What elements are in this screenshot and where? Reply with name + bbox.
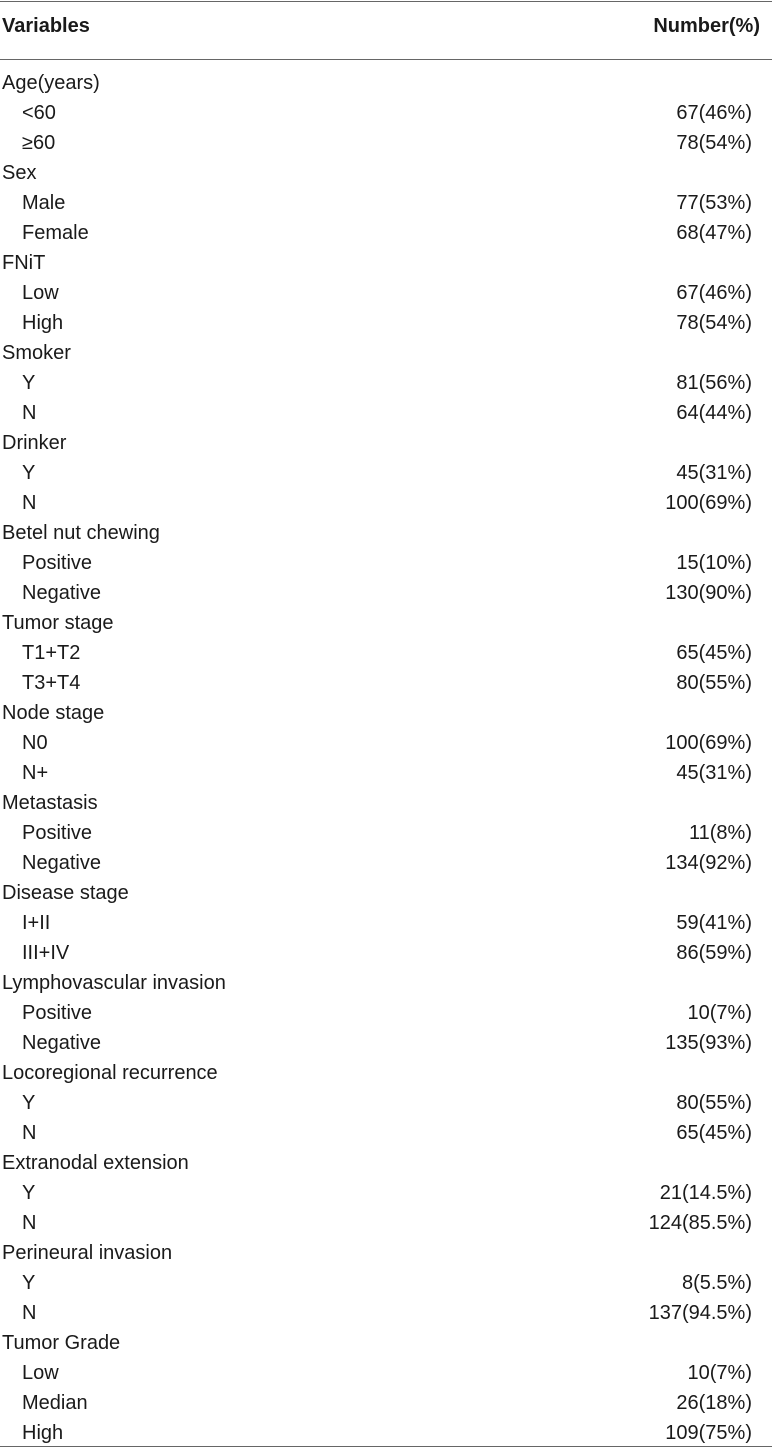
- table-row: [0, 488, 772, 518]
- group-title: Lymphovascular invasion: [2, 972, 226, 994]
- table-group-heading: [0, 1238, 772, 1268]
- row-value: 86(59%): [676, 942, 752, 964]
- table-group-heading: [0, 1058, 772, 1088]
- row-value: 100(69%): [665, 492, 752, 514]
- row-value: 45(31%): [676, 762, 752, 784]
- table-row: [0, 638, 772, 668]
- row-value: 81(56%): [676, 372, 752, 394]
- row-label: Positive: [22, 1002, 93, 1024]
- row-value: 10(7%): [687, 1002, 752, 1024]
- group-title: Extranodal extension: [2, 1152, 189, 1174]
- header-number: Number(%): [653, 15, 760, 37]
- group-title: Node stage: [2, 702, 105, 724]
- table-group-heading: [0, 158, 772, 188]
- group-title: Disease stage: [2, 882, 129, 904]
- table-group-heading: [0, 518, 772, 548]
- row-label: High: [22, 312, 64, 334]
- table-row: [0, 1418, 772, 1448]
- table-group-heading: [0, 1328, 772, 1358]
- row-label: Male: [22, 192, 66, 214]
- row-value: 130(90%): [665, 582, 752, 604]
- table-row: [0, 458, 772, 488]
- table-row: [0, 188, 772, 218]
- table-row: [0, 548, 772, 578]
- table-group-heading: [0, 428, 772, 458]
- table-row: [0, 758, 772, 788]
- row-label: Positive: [22, 552, 93, 574]
- table-row: [0, 1388, 772, 1418]
- row-label: N: [22, 492, 37, 514]
- table-group-heading: [0, 68, 772, 98]
- table-row: [0, 908, 772, 938]
- row-label: High: [22, 1422, 64, 1444]
- table-row: [0, 1268, 772, 1298]
- row-value: 10(7%): [687, 1362, 752, 1384]
- row-label: ≥60: [22, 132, 56, 154]
- table-body: [0, 68, 772, 1448]
- row-value: 26(18%): [676, 1392, 752, 1414]
- table-header-rule: [0, 59, 772, 60]
- row-label: T3+T4: [22, 672, 81, 694]
- row-label: Y: [22, 1182, 36, 1204]
- row-value: 80(55%): [676, 672, 752, 694]
- row-label: Low: [22, 1362, 59, 1384]
- table-group-heading: [0, 878, 772, 908]
- row-label: N+: [22, 762, 49, 784]
- table-row: [0, 278, 772, 308]
- row-value: 124(85.5%): [648, 1212, 752, 1234]
- row-label: Y: [22, 1272, 36, 1294]
- row-label: I+II: [22, 912, 51, 934]
- group-title: FNiT: [2, 252, 46, 274]
- table-bottom-rule: [0, 1446, 772, 1447]
- row-value: 65(45%): [676, 642, 752, 664]
- row-value: 77(53%): [676, 192, 752, 214]
- group-title: Smoker: [2, 342, 71, 364]
- row-label: Y: [22, 372, 36, 394]
- row-label: N0: [22, 732, 48, 754]
- table-row: [0, 1118, 772, 1148]
- table-row: [0, 398, 772, 428]
- row-label: Negative: [22, 852, 101, 874]
- header-variables: Variables: [2, 15, 90, 37]
- table-row: [0, 368, 772, 398]
- table-row: [0, 728, 772, 758]
- row-value: 100(69%): [665, 732, 752, 754]
- table-row: [0, 1298, 772, 1328]
- row-value: 45(31%): [676, 462, 752, 484]
- row-label: Low: [22, 282, 59, 304]
- row-label: Female: [22, 222, 89, 244]
- table-row: [0, 1028, 772, 1058]
- table-group-heading: [0, 608, 772, 638]
- group-title: Age(years): [2, 72, 100, 94]
- table-row: [0, 938, 772, 968]
- table-group-heading: [0, 1148, 772, 1178]
- row-value: 109(75%): [665, 1422, 752, 1444]
- group-title: Metastasis: [2, 792, 98, 814]
- table-row: [0, 1358, 772, 1388]
- table-row: [0, 998, 772, 1028]
- table-row: [0, 218, 772, 248]
- row-label: Y: [22, 1092, 36, 1114]
- table-group-heading: [0, 968, 772, 998]
- table-row: [0, 1208, 772, 1238]
- row-value: 11(8%): [689, 822, 752, 844]
- row-label: T1+T2: [22, 642, 81, 664]
- row-label: Negative: [22, 582, 101, 604]
- row-value: 59(41%): [676, 912, 752, 934]
- table-row: [0, 668, 772, 698]
- row-value: 67(46%): [676, 282, 752, 304]
- row-value: 67(46%): [676, 102, 752, 124]
- table-group-heading: [0, 698, 772, 728]
- row-value: 21(14.5%): [659, 1182, 752, 1204]
- row-label: N: [22, 1122, 37, 1144]
- row-label: N: [22, 402, 37, 424]
- row-label: N: [22, 1302, 37, 1324]
- table-header: [0, 0, 772, 59]
- table-row: [0, 1178, 772, 1208]
- row-value: 78(54%): [676, 132, 752, 154]
- row-label: Median: [22, 1392, 88, 1414]
- group-title: Betel nut chewing: [2, 522, 160, 544]
- row-label: N: [22, 1212, 37, 1234]
- group-title: Perineural invasion: [2, 1242, 173, 1264]
- group-title: Sex: [2, 162, 37, 184]
- group-title: Drinker: [2, 432, 67, 454]
- group-title: Tumor Grade: [2, 1332, 121, 1354]
- table-row: [0, 818, 772, 848]
- row-value: 8(5.5%): [681, 1272, 752, 1294]
- row-value: 64(44%): [676, 402, 752, 424]
- row-value: 68(47%): [676, 222, 752, 244]
- table-row: [0, 848, 772, 878]
- row-label: Y: [22, 462, 36, 484]
- row-label: III+IV: [22, 942, 70, 964]
- row-value: 15(10%): [676, 552, 752, 574]
- row-value: 137(94.5%): [648, 1302, 752, 1324]
- group-title: Locoregional recurrence: [2, 1062, 218, 1084]
- row-value: 135(93%): [665, 1032, 752, 1054]
- table-row: [0, 1088, 772, 1118]
- table-group-heading: [0, 248, 772, 278]
- row-value: 80(55%): [676, 1092, 752, 1114]
- table-group-heading: [0, 338, 772, 368]
- row-label: <60: [22, 102, 56, 124]
- table-row: [0, 578, 772, 608]
- row-label: Positive: [22, 822, 93, 844]
- table-row: [0, 128, 772, 158]
- row-value: 134(92%): [665, 852, 752, 874]
- row-label: Negative: [22, 1032, 101, 1054]
- table-row: [0, 308, 772, 338]
- table-row: [0, 98, 772, 128]
- row-value: 78(54%): [676, 312, 752, 334]
- group-title: Tumor stage: [2, 612, 114, 634]
- table-group-heading: [0, 788, 772, 818]
- row-value: 65(45%): [676, 1122, 752, 1144]
